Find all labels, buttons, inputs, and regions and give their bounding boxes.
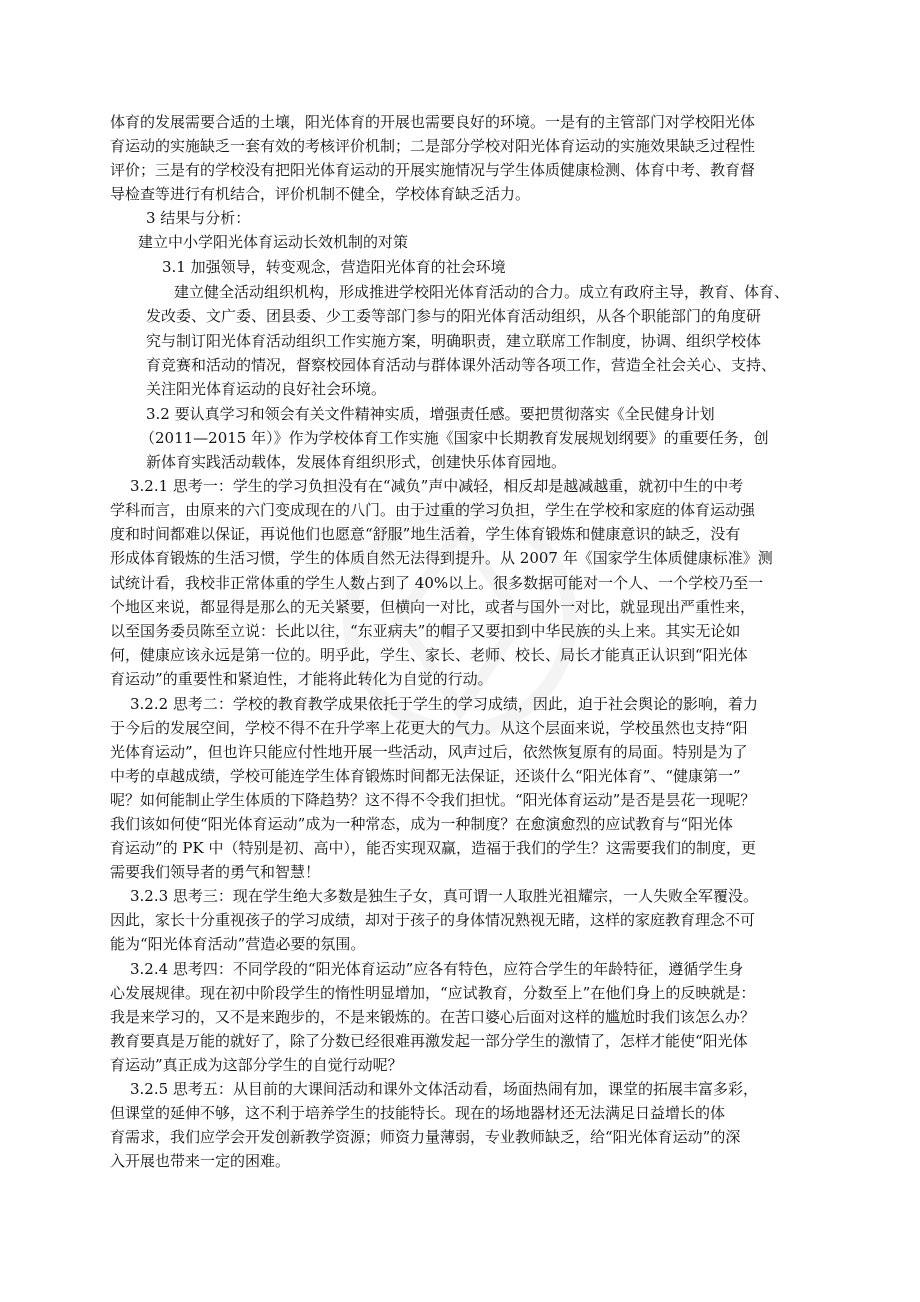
paragraph-line: 需要我们领导者的勇气和智慧！ <box>110 863 321 881</box>
section-subtitle: 建立中小学阳光体育运动长效机制的对策 <box>138 233 409 251</box>
paragraph-line: 3.2.3 思考三：现在学生绝大多数是独生子女，真可谓一人取胜光祖耀宗，一人失败全军覆没。 <box>130 887 758 905</box>
paragraph-line: 育竞赛和活动的情况，督察校园体育活动与群体课外活动等各项工作，营造全社会关心、支持、 <box>146 356 777 374</box>
paragraph-line: 育需求，我们应学会开发创新教学资源；师资力量薄弱，专业教师缺乏，给“阳光体育运动”的深 <box>110 1128 741 1146</box>
paragraph-line: 形成体育锻炼的生活习惯，学生的体质自然无法得到提升。从 2007 年《国家学生体质健康标准》测 <box>110 549 773 567</box>
paragraph-line: 3.2.1 思考一：学生的学习负担没有在“减负”声中减轻，相反却是越减越重，就初中生的中考 <box>130 477 744 495</box>
paragraph-line: 育运动”真正成为这部分学生的自觉行动呢？ <box>110 1056 403 1074</box>
paragraph-line: 但课堂的延伸不够，这不利于培养学生的技能特长。现在的场地器材还无法满足日益增长的体 <box>110 1104 726 1122</box>
section-heading: 3 结果与分析： <box>146 209 251 227</box>
paragraph-line: 3.2.5 思考五：从目前的大课间活动和课外文体活动看，场面热闹有加，课堂的拓展丰富多彩， <box>130 1080 758 1098</box>
paragraph-line: 发改委、文广委、团县委、少工委等部门参与的阳光体育活动组织，从各个职能部门的角度研 <box>146 307 762 325</box>
subsection-heading: 3.1 加强领导，转变观念，营造阳光体育的社会环境 <box>162 258 506 276</box>
paragraph-line: 呢？如何能制止学生体质的下降趋势？这不得不令我们担忧。“阳光体育运动”是否是昙花一现呢？ <box>110 791 756 809</box>
paragraph-line: 评价；三是有的学校没有把阳光体育运动的开展实施情况与学生体质健康检测、体育中考、教育督 <box>110 161 756 179</box>
paragraph-line: 试统计看，我校非正常体重的学生人数占到了 40%以上。很多数据可能对一个人、一个学校乃至一 <box>110 574 764 592</box>
paragraph-line: 新体育实践活动载体，发展体育组织形式，创建快乐体育园地。 <box>146 453 567 471</box>
paragraph-line: 心发展规律。现在初中阶段学生的惰性明显增加，“应试教育，分数至上”在他们身上的反映就是： <box>110 984 756 1002</box>
paragraph-line: 体育的发展需要合适的土壤，阳光体育的开展也需要良好的环境。一是有的主管部门对学校阳光体 <box>110 113 756 131</box>
paragraph-line: 究与制订阳光体育活动组织工作实施方案，明确职责，建立联席工作制度，协调、组织学校体 <box>146 332 762 350</box>
paragraph-line: 育运动的实施缺乏一套有效的考核评价机制；二是部分学校对阳光体育运动的实施效果缺乏过程性 <box>110 137 756 155</box>
paragraph-line: 度和时间都难以保证，再说他们也愿意“舒服”地生活着，学生体育锻炼和健康意识的缺乏，没有 <box>110 525 741 543</box>
paragraph-line: 以至国务委员陈至立说：长此以往，“东亚病夫”的帽子又要扣到中华民族的头上来。其实无论如 <box>110 622 741 640</box>
paragraph-line: 导检查等进行有机结合，评价机制不健全，学校体育缺乏活力。 <box>110 185 531 203</box>
paragraph-line: 关注阳光体育运动的良好社会环境。 <box>146 380 387 398</box>
paragraph-line: 光体育运动”，但也许只能应付性地开展一些活动，风声过后，依然恢复原有的局面。特别是为了 <box>110 743 748 761</box>
subsection-heading: 3.2 要认真学习和领会有关文件精神实质，增强责任感。要把贯彻落实《全民健身计划 <box>146 405 715 423</box>
paragraph-line: 中考的卓越成绩，学校可能连学生体育锻炼时间都无法保证，还谈什么“阳光体育”、“健康第一” <box>110 767 741 785</box>
paragraph-line: 我是来学习的，又不是来跑步的，不是来锻炼的。在苦口婆心后面对这样的尴尬时我们该怎么办？ <box>110 1008 756 1026</box>
paragraph-line: 建立健全活动组织机构，形成推进学校阳光体育活动的合力。成立有政府主导，教育、体育、 <box>174 283 790 301</box>
paragraph-line: 因此，家长十分重视孩子的学习成绩，却对于孩子的身体情况熟视无睹，这样的家庭教育理念不可 <box>110 911 756 929</box>
paragraph-line: 学科而言，由原来的六门变成现在的八门。由于过重的学习负担，学生在学校和家庭的体育运动强 <box>110 501 756 519</box>
paragraph-line: 教育要真是万能的就好了，除了分数已经很难再激发起一部分学生的激情了，怎样才能使“阳光体 <box>110 1032 748 1050</box>
paragraph-line: 于今后的发展空间，学校不得不在升学率上花更大的气力。从这个层面来说，学校虽然也支持“阳 <box>110 719 748 737</box>
paragraph-line: 育运动”的 PK 中（特别是初、高中），能否实现双赢，造福于我们的学生？这需要我们的制度，更 <box>110 839 757 857</box>
paragraph-line: 3.2.2 思考二：学校的教育教学成果依托于学生的学习成绩，因此，迫于社会舆论的影响，着力 <box>130 695 758 713</box>
paragraph-line: 个地区来说，都显得是那么的无关紧要，但横向一对比，或者与国外一对比，就显现出严重性来， <box>110 598 756 616</box>
paragraph-line: （2011—2015 年）》作为学校体育工作实施《国家中长期教育发展规划纲要》的重要任务，创 <box>140 429 769 447</box>
paragraph-line: 能为“阳光体育活动”营造必要的氛围。 <box>110 935 366 953</box>
paragraph-line: 我们该如何使“阳光体育运动”成为一种常态，成为一种制度？在愈演愈烈的应试教育与“阳光体 <box>110 815 734 833</box>
paragraph-line: 何，健康应该永远是第一位的。明乎此，学生、家长、老师、校长、局长才能真正认识到“阳光体 <box>110 646 748 664</box>
paragraph-line: 入开展也带来一定的困难。 <box>110 1152 291 1170</box>
paragraph-line: 育运动”的重要性和紧迫性，才能将此转化为自觉的行动。 <box>110 670 493 688</box>
paragraph-line: 3.2.4 思考四：不同学段的“阳光体育运动”应各有特色，应符合学生的年龄特征，遵循学生身 <box>130 960 744 978</box>
